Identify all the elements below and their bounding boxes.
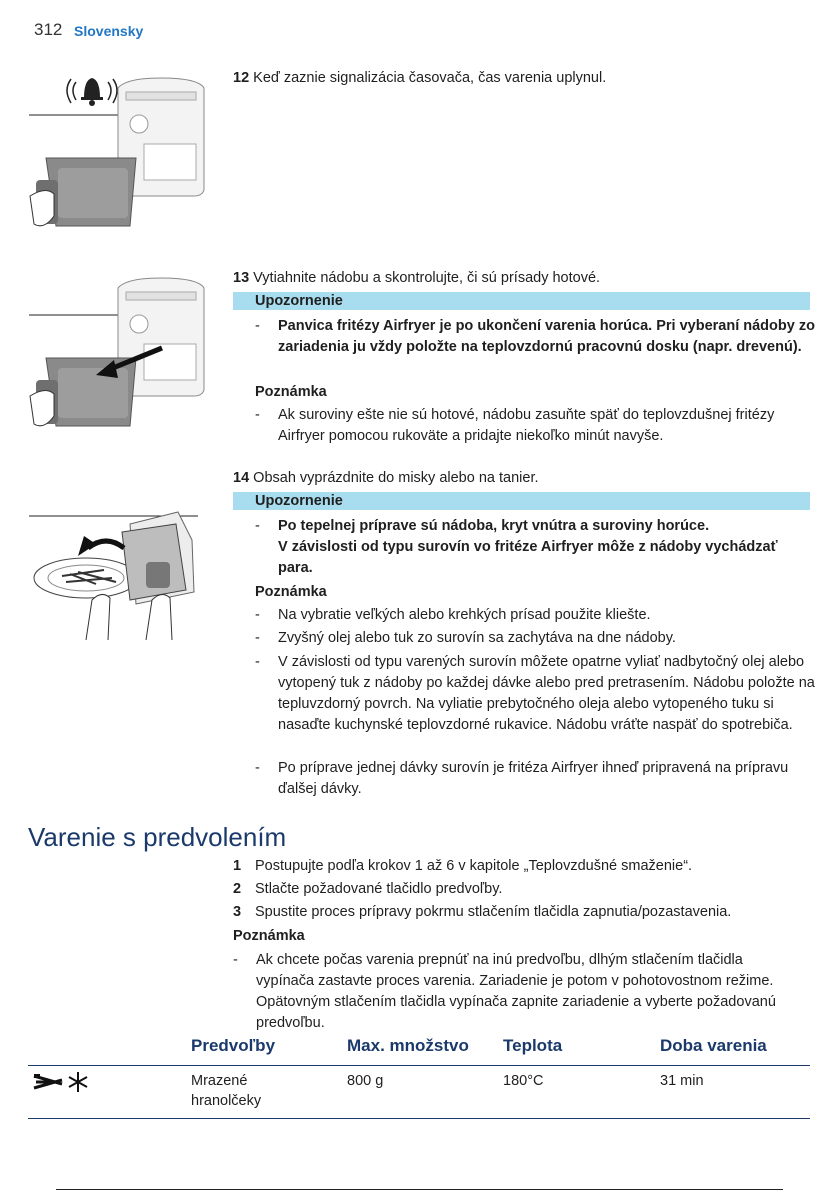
- frozen-fries-icon: [32, 1070, 92, 1099]
- step-13: 13 Vytiahnite nádobu a skontrolujte, či sú prísady hotové.: [233, 270, 601, 286]
- note-item: - Na vybratie veľkých alebo krehkých prísad použite kliešte.: [255, 607, 651, 623]
- note-label: Poznámka: [233, 928, 305, 944]
- illustration-remove-basket: [26, 268, 206, 438]
- language-label: Slovensky: [74, 23, 144, 39]
- table-cell-preset: Mrazené hranolčeky: [191, 1073, 262, 1109]
- step-14: 14 Obsah vyprázdnite do misky alebo na tanier.: [233, 470, 539, 486]
- curved-arrow-icon: [78, 536, 124, 556]
- table-cell-time: 31 min: [660, 1073, 704, 1089]
- note-item: - Po príprave jednej dávky surovín je fritéza Airfryer ihneď pripravená na prípravu ďalšej dávky.: [255, 760, 789, 797]
- warning-bar: Upozornenie: [233, 492, 810, 510]
- table-header-temperature: Teplota: [503, 1036, 563, 1055]
- table-cell-temperature: 180°C: [503, 1073, 544, 1089]
- illustration-timer-done: [26, 68, 206, 236]
- table-header-time: Doba varenia: [660, 1036, 767, 1055]
- footer-line: [56, 1189, 783, 1190]
- warning-bar: Upozornenie: [233, 292, 810, 310]
- bell-icon: [67, 78, 117, 106]
- note-item: - Ak chcete počas varenia prepnúť na inú predvoľbu, dlhým stlačením tlačidla vypínača zastavte proces varenia. Zariadenie je potom v pohotovostnom režime. Opätovným stlačením tlačidla vypínača zapnite zariadenie a vyberte požadovanú predvoľbu.: [233, 952, 776, 1031]
- table-row-divider: [28, 1118, 810, 1119]
- section-step: 1 Postupujte podľa krokov 1 až 6 v kapitole „Teplovzdušné smaženie“.: [233, 858, 693, 874]
- note-item: - Ak suroviny ešte nie sú hotové, nádobu zasuňte späť do teplovzdušnej fritézy Airfryer pomocou rukoväte a pridajte niekoľko minút navyše.: [255, 407, 775, 444]
- table-header-divider: [28, 1065, 810, 1066]
- section-step: 3 Spustite proces prípravy pokrmu stlačením tlačidla zapnutia/pozastavenia.: [233, 904, 732, 920]
- table-cell-amount: 800 g: [347, 1073, 384, 1089]
- section-title: Varenie s predvolením: [28, 822, 287, 852]
- table-header-preset: Predvoľby: [191, 1036, 276, 1055]
- step-12: 12 Keď zaznie signalizácia časovača, čas varenia uplynul.: [233, 70, 607, 86]
- note-item: - Zvyšný olej alebo tuk zo surovín sa zachytáva na dne nádoby.: [255, 630, 676, 646]
- illustration-empty-basket: [26, 500, 206, 640]
- note-label: Poznámka: [255, 584, 327, 600]
- page-number: 312: [34, 20, 63, 39]
- table-header-amount: Max. množstvo: [347, 1036, 469, 1055]
- note-label: Poznámka: [255, 384, 327, 400]
- section-step: 2 Stlačte požadované tlačidlo predvoľby.: [233, 881, 503, 897]
- warning-item: V závislosti od typu surovín vo fritéze Airfryer môže z nádoby vychádzať para.: [278, 539, 778, 576]
- warning-item: - Po tepelnej príprave sú nádoba, kryt vnútra a suroviny horúce.: [255, 518, 710, 534]
- warning-item: - Panvica fritézy Airfryer je po ukončení varenia horúca. Pri vyberaní nádoby zo zariadenia ju vždy položte na teplovzdornú pracovnú dosku (napr. drevenú).: [255, 318, 815, 355]
- note-item: - V závislosti od typu varených surovín môžete opatrne vyliať nadbytočný olej alebo vytopený tuk z nádoby po každej dávke alebo pred pretrasením. Nádobu položte na tepluvzdorný povrch. Na vyliatie prebytočného oleja alebo vytopeného tuku si nasaďte kuchynské teplovzdorné rukavice. Nádobu vráťte naspäť do spotrebiča.: [255, 654, 815, 733]
